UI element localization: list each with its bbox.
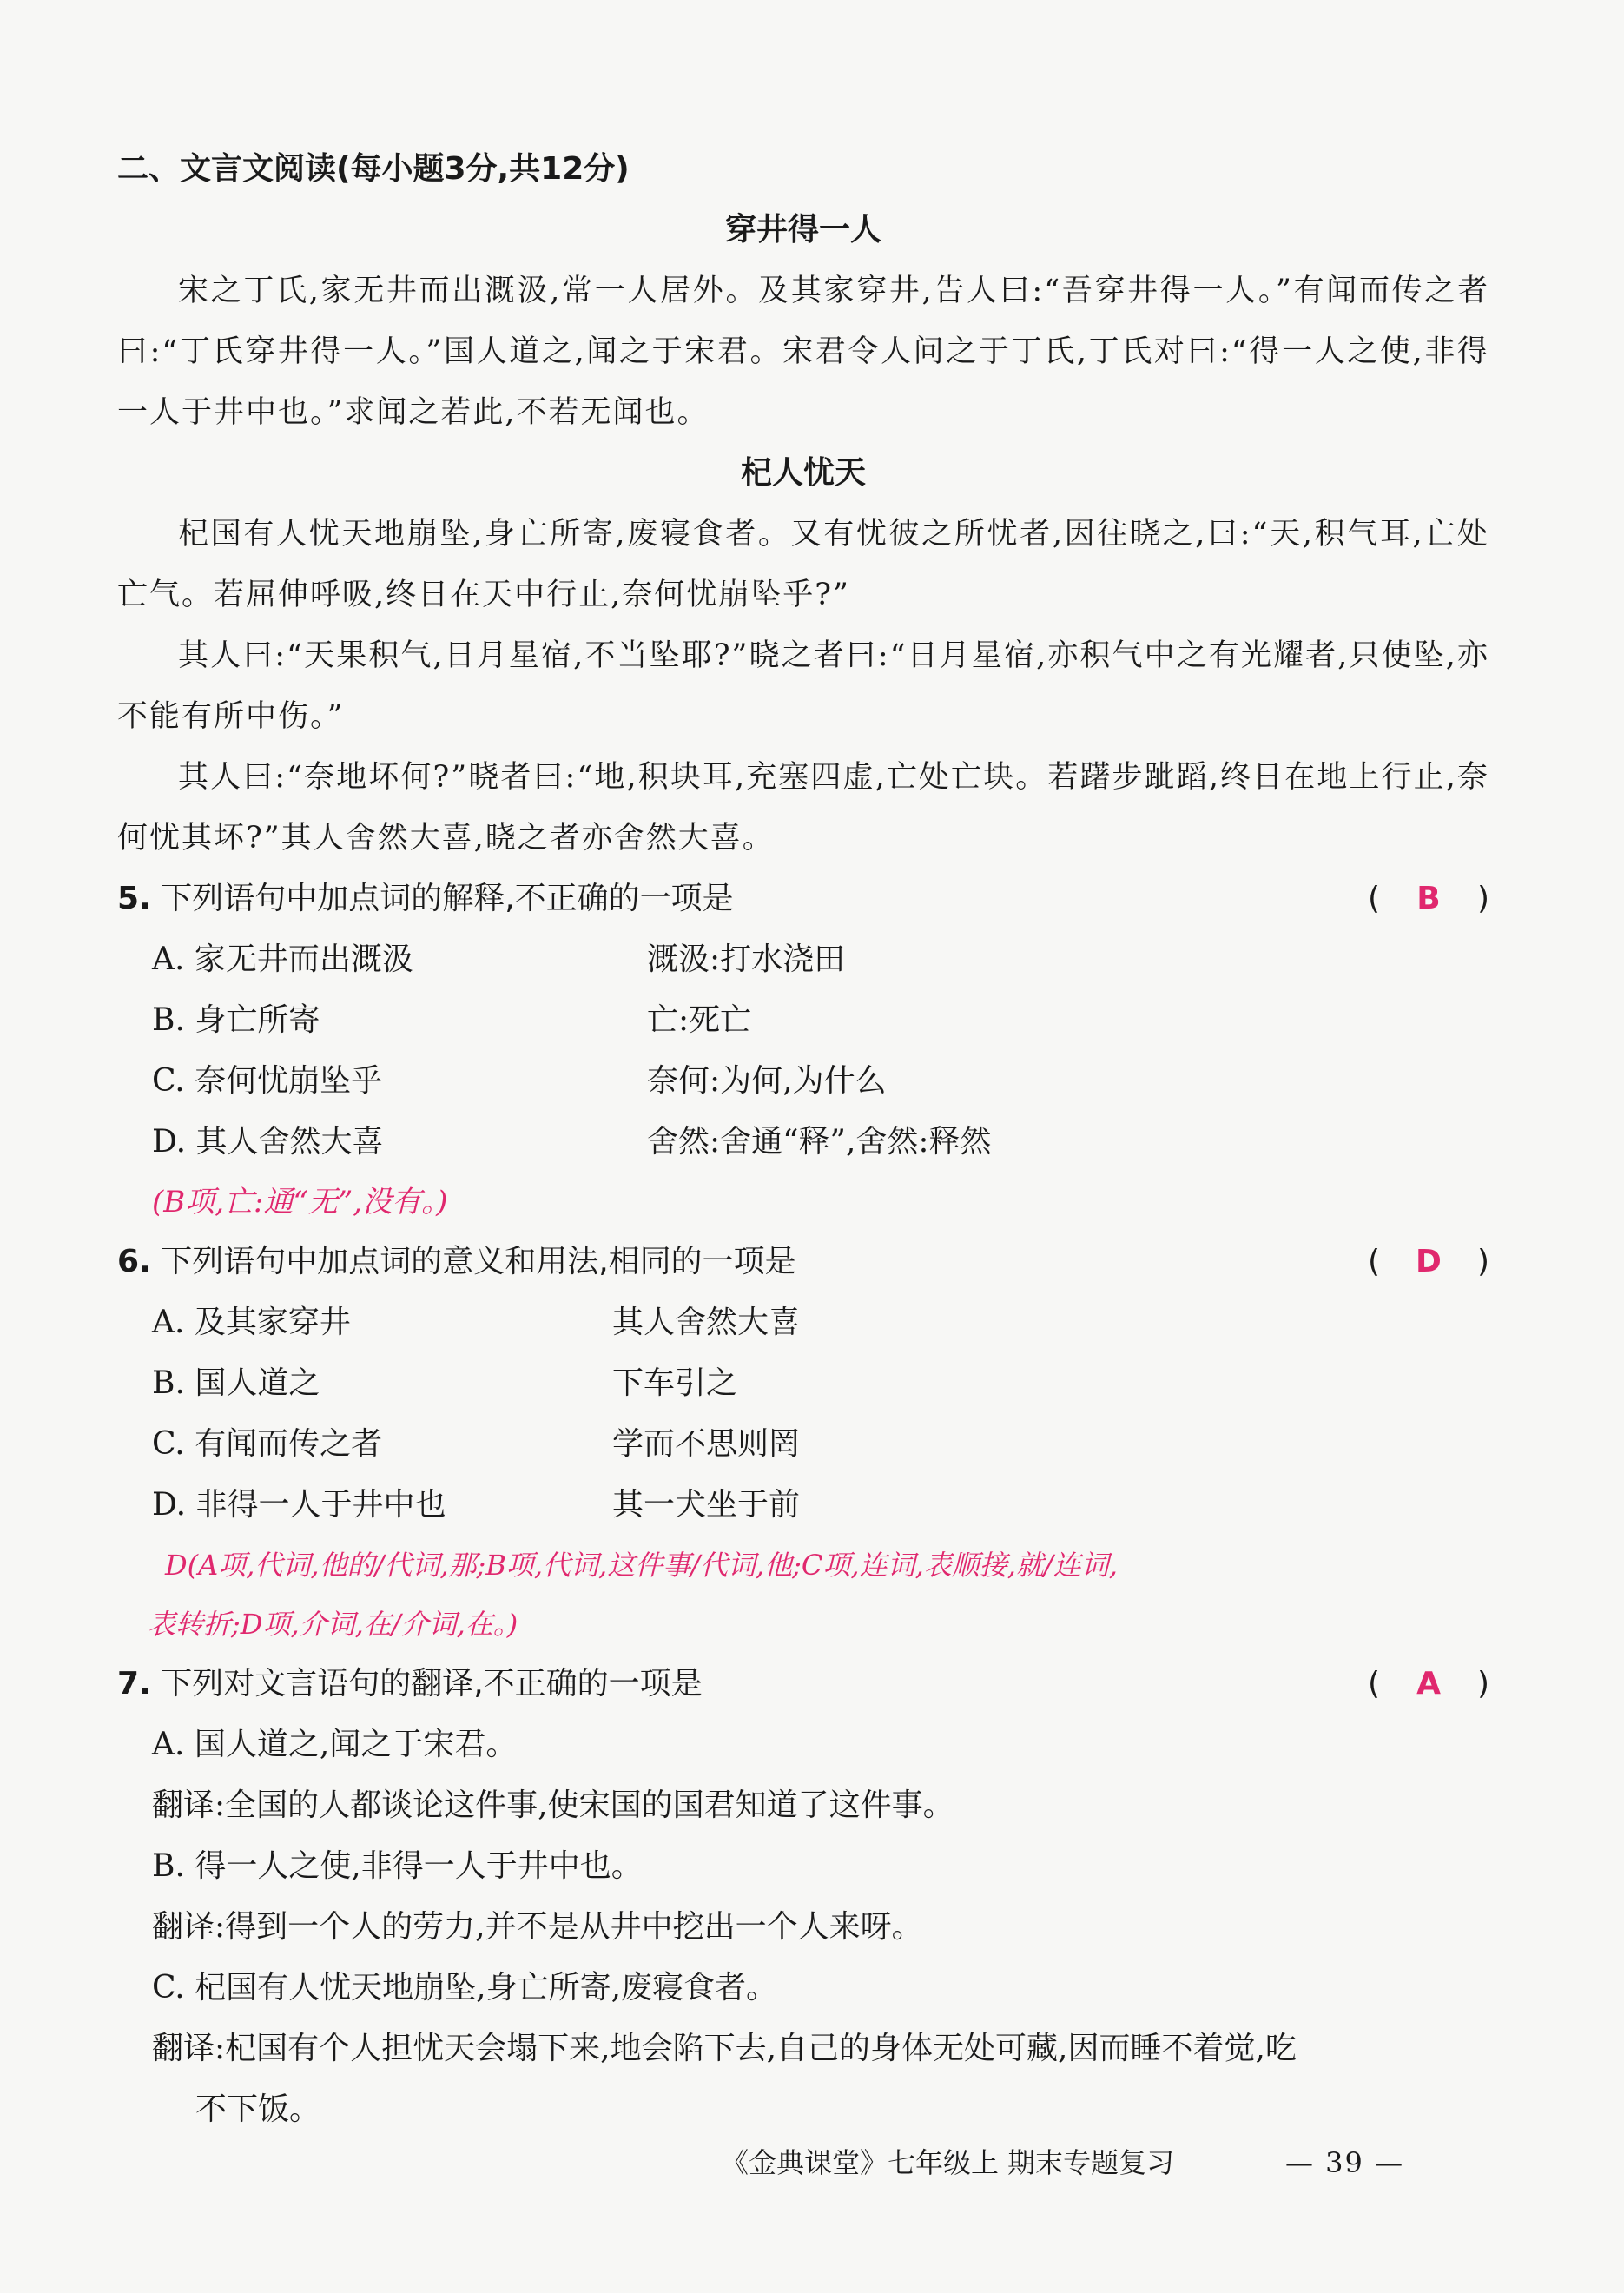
paren-open: ( — [1368, 881, 1381, 916]
question-7 — [117, 1654, 1489, 1715]
question-5-number: 5. — [117, 881, 151, 916]
answer-letter: B — [1416, 881, 1441, 916]
option-explanation: 奈何:为何,为什么 — [647, 1063, 887, 1099]
option-compare: 其一犬坐于前 — [612, 1487, 801, 1523]
option-text: D. 非得一人于井中也 — [152, 1487, 446, 1523]
question-6-text: 下列语句中加点词的意义和用法,相同的一项是 — [161, 1244, 796, 1279]
paren-close: ) — [1476, 1666, 1489, 1702]
q5-option-c — [117, 1051, 1489, 1112]
paren-open: ( — [1368, 1666, 1381, 1702]
q7-line: A. 国人道之,闻之于宋君。 — [152, 1727, 518, 1762]
option-text: A. 家无井而出溉汲 — [152, 942, 413, 977]
question-5-text: 下列语句中加点词的解释,不正确的一项是 — [161, 881, 734, 916]
passage2-paragraph-3: 其人曰:“奈地坏何?”晓者曰:“地,积块耳,充塞四虚,亡处亡块。若躇步跐蹈,终日在地上行止,奈何忧其坏?”其人舍然大喜,晓之者亦舍然大喜。 — [117, 760, 1489, 856]
option-explanation: 溉汲:打水浇田 — [647, 942, 846, 977]
passage2-paragraph-1: 杞国有人忧天地崩坠,身亡所寄,废寝食者。又有忧彼之所忧者,因往晓之,曰:“天,积气耳,亡处亡气。若屈伸呼吸,终日在天中行止,奈何忧崩坠乎?” — [117, 517, 1489, 612]
option-compare: 学而不思则罔 — [612, 1426, 801, 1462]
question-5 — [117, 869, 1489, 929]
answer-letter: A — [1416, 1666, 1441, 1702]
q5-option-b — [117, 990, 1489, 1051]
question-5-answer — [1368, 869, 1489, 929]
option-explanation: 亡:死亡 — [647, 1002, 752, 1038]
option-text: C. 有闻而传之者 — [152, 1426, 383, 1462]
q7-line: 翻译:得到一个人的劳力,并不是从井中挖出一个人来呀。 — [152, 1909, 923, 1945]
q7-line: 翻译:杞国有个人担忧天会塌下来,地会陷下去,自己的身体无处可藏,因而睡不着觉,吃 — [152, 2031, 1297, 2066]
question-7-text: 下列对文言语句的翻译,不正确的一项是 — [161, 1666, 703, 1702]
option-text: A. 及其家穿井 — [152, 1305, 351, 1340]
option-explanation: 舍然:舍通“释”,舍然:释然 — [647, 1124, 992, 1160]
question-6-answer — [1368, 1232, 1489, 1292]
q5-option-d — [117, 1112, 1489, 1173]
q7-line-continued: 不下饭。 — [195, 2091, 321, 2127]
option-compare: 下车引之 — [612, 1365, 738, 1401]
q6-option-a — [117, 1292, 1489, 1353]
answer-letter: D — [1416, 1244, 1442, 1279]
question-6 — [117, 1232, 1489, 1292]
footer-title: 《金典课堂》七年级上 期末专题复习 — [721, 2146, 1175, 2179]
option-text: C. 奈何忧崩坠乎 — [152, 1063, 383, 1099]
q6-option-d — [117, 1475, 1489, 1536]
q7-line: 翻译:全国的人都谈论这件事,使宋国的国君知道了这件事。 — [152, 1787, 954, 1823]
q6-option-c — [117, 1414, 1489, 1475]
passage2-paragraph-2: 其人曰:“天果积气,日月星宿,不当坠耶?”晓之者曰:“日月星宿,亦积气中之有光耀者,只使坠,亦不能有所中伤。” — [117, 638, 1489, 734]
footer — [0, 2137, 1624, 2189]
paren-close: ) — [1476, 881, 1489, 916]
option-text: B. 国人道之 — [152, 1365, 320, 1401]
option-text: D. 其人舍然大喜 — [152, 1124, 384, 1160]
q5-answer-note: (B项,亡:通“无”,没有。) — [152, 1185, 448, 1219]
option-text: B. 身亡所寄 — [152, 1002, 320, 1038]
q6-answer-note-2: 表转折;D项,介词,在/介词,在。) — [148, 1608, 518, 1641]
content — [117, 139, 1489, 2140]
q6-option-b — [117, 1353, 1489, 1414]
question-6-number: 6. — [117, 1244, 151, 1279]
question-7-number: 7. — [117, 1666, 151, 1702]
passage1-paragraph: 宋之丁氏,家无井而出溉汲,常一人居外。及其家穿井,告人曰:“吾穿井得一人。”有闻而传之者曰:“丁氏穿井得一人。”国人道之,闻之于宋君。宋君令人问之于丁氏,丁氏对曰:“得一人之使,非得一人于井中也。”求闻之若此,不若无闻也。 — [117, 274, 1489, 430]
passage2-title: 杞人忧天 — [740, 455, 866, 491]
paren-close: ) — [1476, 1244, 1489, 1279]
paren-open: ( — [1368, 1244, 1381, 1279]
question-7-answer — [1368, 1654, 1489, 1715]
section-title: 二、文言文阅读(每小题3分,共12分) — [117, 151, 630, 187]
q7-line: C. 杞国有人忧天地崩坠,身亡所寄,废寝食者。 — [152, 1970, 778, 2006]
q7-line: B. 得一人之使,非得一人于井中也。 — [152, 1848, 643, 1884]
option-compare: 其人舍然大喜 — [612, 1305, 801, 1340]
q6-answer-note-1: D(A项,代词,他的/代词,那;B项,代词,这件事/代词,他;C项,连词,表顺接,就/连词, — [165, 1549, 1118, 1582]
q5-option-a — [117, 929, 1489, 990]
passage1-title: 穿井得一人 — [724, 212, 881, 248]
page-number: — 39 — — [1285, 2146, 1405, 2179]
